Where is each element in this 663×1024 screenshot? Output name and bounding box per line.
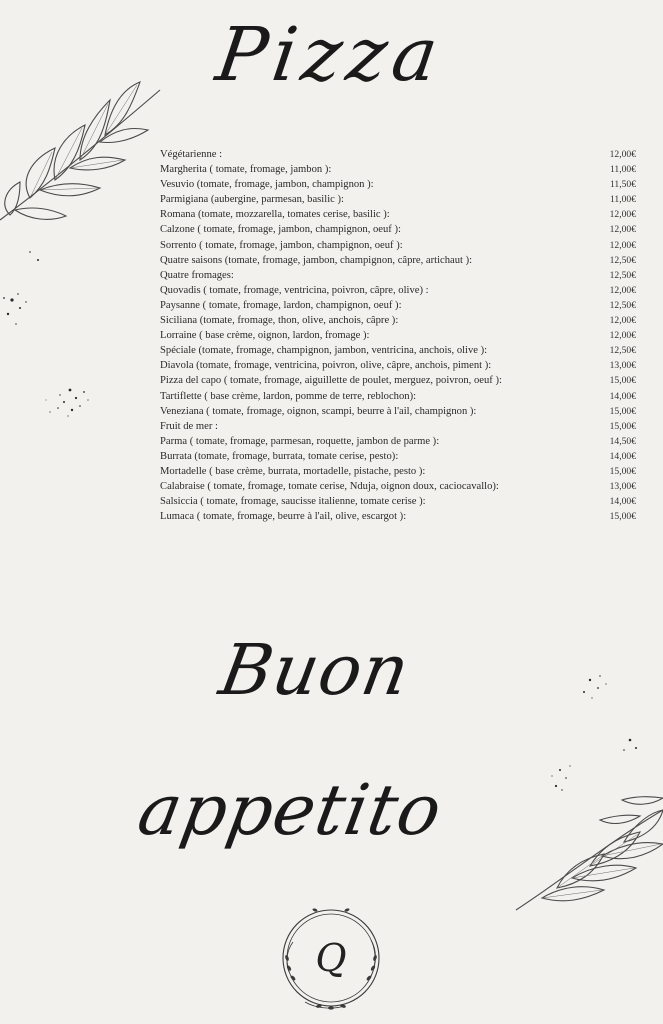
menu-item-price: 12,00€ bbox=[609, 209, 636, 221]
menu-item-name: Diavola (tomate, fromage, ventricina, poivron, olive, câpre, anchois, piment ): bbox=[160, 360, 492, 372]
menu-item-price: 14,00€ bbox=[609, 450, 636, 462]
menu-item-price: 12,50€ bbox=[609, 269, 636, 281]
menu-item-name: Calabraise ( tomate, fromage, tomate cerise, Nduja, oignon doux, caciocavallo): bbox=[160, 481, 499, 493]
menu-item-price: 12,00€ bbox=[609, 284, 636, 296]
menu-item-name: Quovadis ( tomate, fromage, ventricina, poivron, câpre, olive) : bbox=[160, 284, 429, 296]
menu-item-name: Paysanne ( tomate, fromage, lardon, champignon, oeuf ): bbox=[160, 299, 402, 311]
pizza-menu-list bbox=[160, 147, 636, 524]
menu-item bbox=[160, 192, 636, 207]
menu-item bbox=[160, 253, 636, 268]
menu-item bbox=[160, 177, 636, 192]
menu-item-name: Quatre saisons (tomate, fromage, jambon, champignon, câpre, artichaut ): bbox=[160, 254, 473, 266]
menu-item bbox=[160, 358, 636, 373]
logo-letter: Q bbox=[315, 936, 347, 980]
menu-item-name: Végétarienne : bbox=[160, 149, 223, 160]
menu-item-name: Pizza del capo ( tomate, fromage, aiguillette de poulet, merguez, poivron, oeuf ): bbox=[160, 375, 502, 387]
menu-item bbox=[160, 162, 636, 177]
menu-item bbox=[160, 343, 636, 358]
menu-item-price: 15,00€ bbox=[609, 420, 636, 432]
menu-item-name: Salsiccia ( tomate, fromage, saucisse italienne, tomate cerise ): bbox=[160, 496, 426, 508]
menu-item bbox=[160, 479, 636, 494]
menu-item bbox=[160, 464, 636, 479]
menu-item-price: 12,50€ bbox=[609, 254, 636, 266]
menu-item bbox=[160, 268, 636, 283]
menu-item-price: 12,00€ bbox=[609, 315, 636, 327]
menu-item-name: Lumaca ( tomate, fromage, beurre à l'ail, olive, escargot ): bbox=[160, 511, 407, 523]
menu-item-name: Burrata (tomate, fromage, burrata, tomate cerise, pesto): bbox=[160, 450, 399, 462]
menu-item-name: Mortadelle ( base crème, burrata, mortadelle, pistache, pesto ): bbox=[160, 465, 426, 477]
menu-item bbox=[160, 283, 636, 298]
menu-item bbox=[160, 313, 636, 328]
menu-item-name: Romana (tomate, mozzarella, tomates cerise, basilic ): bbox=[160, 209, 390, 221]
menu-item-price: 12,00€ bbox=[609, 239, 636, 251]
menu-item bbox=[160, 389, 636, 404]
menu-item-name: Veneziana ( tomate, fromage, oignon, scampi, beurre à l'ail, champignon ): bbox=[160, 405, 477, 417]
menu-item-name: Parmigiana (aubergine, parmesan, basilic ): bbox=[160, 194, 344, 206]
menu-item-name: Lorraine ( base crème, oignon, lardon, fromage ): bbox=[160, 330, 370, 342]
menu-item-price: 12,00€ bbox=[609, 149, 636, 160]
ink-splatter-icon bbox=[0, 240, 110, 440]
menu-item bbox=[160, 509, 636, 524]
menu-item-price: 15,00€ bbox=[609, 465, 636, 477]
menu-item-name: Siciliana (tomate, fromage, thon, olive, anchois, câpre ): bbox=[160, 315, 399, 327]
menu-item bbox=[160, 419, 636, 434]
menu-item bbox=[160, 328, 636, 343]
menu-item-name: Sorrento ( tomate, fromage, jambon, champignon, oeuf ): bbox=[160, 239, 403, 251]
menu-item-price: 12,50€ bbox=[609, 345, 636, 357]
menu-item-price: 13,00€ bbox=[609, 360, 636, 372]
menu-item-price: 15,00€ bbox=[609, 375, 636, 387]
menu-item bbox=[160, 449, 636, 464]
menu-item-price: 15,00€ bbox=[609, 405, 636, 417]
menu-item-name: Calzone ( tomate, fromage, jambon, champignon, oeuf ): bbox=[160, 224, 401, 236]
menu-item-price: 15,00€ bbox=[609, 511, 636, 523]
menu-item-name: Margherita ( tomate, fromage, jambon ): bbox=[160, 164, 332, 176]
menu-item-price: 14,00€ bbox=[609, 496, 636, 508]
menu-item-name: Parma ( tomate, fromage, parmesan, roquette, jambon de parme ): bbox=[160, 435, 440, 447]
menu-item bbox=[160, 373, 636, 388]
menu-item-price: 13,00€ bbox=[609, 481, 636, 493]
menu-item bbox=[160, 207, 636, 222]
menu-item-price: 12,00€ bbox=[609, 224, 636, 236]
menu-item bbox=[160, 147, 636, 162]
menu-item-price: 14,50€ bbox=[609, 435, 636, 447]
menu-item bbox=[160, 222, 636, 237]
menu-item-name: Tartiflette ( base crème, lardon, pomme de terre, reblochon): bbox=[160, 390, 417, 402]
leaf-branch-icon bbox=[0, 70, 170, 230]
menu-item bbox=[160, 298, 636, 313]
menu-item bbox=[160, 404, 636, 419]
menu-item bbox=[160, 434, 636, 449]
menu-item-price: 11,00€ bbox=[609, 194, 636, 206]
page-title: Pizza bbox=[211, 12, 449, 98]
menu-item-price: 11,50€ bbox=[609, 179, 636, 191]
menu-item-price: 12,50€ bbox=[609, 299, 636, 311]
menu-item-price: 14,00€ bbox=[609, 390, 636, 402]
menu-item-name: Spéciale (tomate, fromage, champignon, jambon, ventricina, anchois, olive ): bbox=[160, 345, 488, 357]
menu-item-name: Vesuvio (tomate, fromage, jambon, champignon ): bbox=[160, 179, 374, 191]
leaf-branch-icon bbox=[512, 770, 663, 920]
menu-item-name: Quatre fromages: bbox=[160, 269, 234, 281]
closing-message: Buon appetito bbox=[132, 629, 449, 851]
menu-item-price: 12,00€ bbox=[609, 330, 636, 342]
restaurant-logo bbox=[275, 902, 387, 1014]
menu-item bbox=[160, 494, 636, 509]
menu-item-price: 11,00€ bbox=[609, 164, 636, 176]
menu-item-name: Fruit de mer : bbox=[160, 420, 218, 432]
menu-item bbox=[160, 238, 636, 253]
